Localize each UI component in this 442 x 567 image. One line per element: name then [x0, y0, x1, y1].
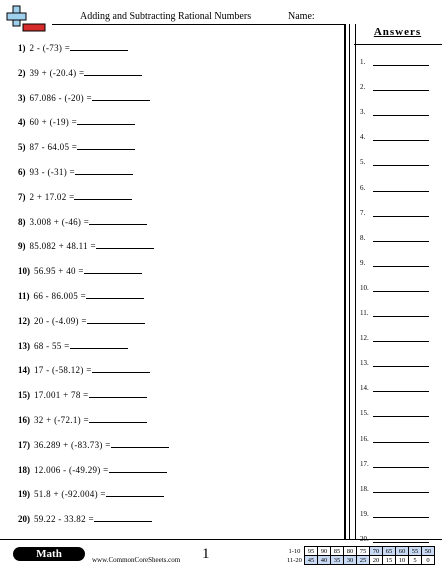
answer-blank[interactable] — [373, 65, 429, 66]
question-item — [18, 389, 147, 400]
question-answer-blank[interactable] — [94, 513, 152, 522]
answer-number: 18. — [360, 484, 369, 493]
worksheet-title: Adding and Subtracting Rational Numbers — [80, 11, 252, 22]
question-item — [18, 42, 128, 53]
question-answer-blank[interactable] — [87, 315, 145, 324]
question-item — [18, 240, 154, 251]
question-number: 10) — [18, 266, 30, 277]
question-number: 11) — [18, 291, 30, 301]
answer-blank[interactable] — [373, 416, 429, 417]
question-expression: 56.95 + 40 = — [34, 266, 84, 277]
score-cell: 85 — [330, 547, 343, 556]
score-cell: 15 — [382, 556, 395, 565]
question-number: 9) — [18, 241, 26, 252]
answer-blank[interactable] — [373, 216, 429, 217]
question-item — [18, 513, 152, 524]
question-expression: 60 + (-19) = — [29, 117, 77, 128]
question-expression: 87 - 64.05 = — [29, 142, 78, 153]
question-number: 8) — [18, 216, 26, 227]
question-number: 18) — [18, 464, 30, 475]
question-expression: 51.8 + (-92.004) = — [34, 489, 106, 500]
question-number: 16) — [18, 415, 30, 425]
question-answer-blank[interactable] — [109, 464, 167, 473]
answers-heading: Answers — [373, 26, 422, 38]
question-expression: 12.006 - (-49.29) = — [34, 464, 109, 475]
answers-rule — [354, 44, 442, 45]
question-expression: 20 - (-4.09) = — [34, 315, 87, 326]
question-item — [18, 116, 135, 127]
question-expression: 67.086 - (-20) = — [29, 92, 92, 103]
question-item — [18, 315, 145, 326]
question-expression: 36.289 + (-83.73) = — [34, 439, 111, 450]
question-number: 14) — [18, 365, 30, 376]
answer-number: 17. — [360, 459, 369, 468]
question-expression: 2 + 17.02 = — [29, 191, 75, 202]
answer-number: 1. — [360, 58, 366, 66]
score-cell: 60 — [395, 547, 408, 556]
score-cell: 80 — [343, 547, 356, 556]
answer-blank[interactable] — [373, 442, 429, 443]
answer-number: 4. — [360, 133, 366, 142]
answer-number: 7. — [360, 208, 366, 217]
score-cell: 55 — [408, 547, 421, 556]
question-answer-blank[interactable] — [74, 191, 132, 200]
answer-blank[interactable] — [373, 341, 429, 342]
site-url: www.CommonCoreSheets.com — [92, 556, 181, 564]
answer-number: 5. — [360, 158, 366, 167]
answer-number: 11. — [360, 309, 369, 317]
question-expression: 32 + (-72.1) = — [34, 415, 89, 425]
score-range-label: 11-20 — [287, 556, 302, 564]
question-expression: 68 - 55 = — [34, 340, 70, 351]
page-number: 1 — [202, 546, 210, 562]
math-badge: Math — [13, 547, 85, 561]
score-cell: 50 — [421, 547, 434, 556]
question-answer-blank[interactable] — [70, 340, 128, 349]
score-cell: 30 — [343, 556, 356, 565]
score-cell: 0 — [421, 556, 434, 565]
question-answer-blank[interactable] — [89, 414, 147, 423]
score-cell: 75 — [356, 547, 369, 556]
answer-number: 14. — [360, 384, 369, 393]
score-cell: 40 — [317, 556, 330, 565]
answer-blank[interactable] — [373, 391, 429, 392]
question-item — [18, 464, 167, 475]
answer-number: 9. — [360, 258, 366, 267]
question-answer-blank[interactable] — [84, 67, 142, 76]
question-number: 19) — [18, 489, 30, 500]
question-item — [18, 340, 128, 351]
question-expression: 93 - (-31) = — [29, 167, 75, 177]
question-item — [18, 488, 164, 499]
score-row — [285, 547, 434, 556]
question-item — [18, 290, 144, 301]
answer-blank[interactable] — [373, 316, 429, 317]
question-number: 5) — [18, 142, 26, 153]
question-item — [18, 439, 169, 450]
question-answer-blank[interactable] — [75, 166, 133, 175]
answer-number: 15. — [360, 409, 369, 418]
answer-number: 6. — [360, 183, 366, 192]
score-cell: 45 — [304, 556, 317, 565]
answer-number: 3. — [360, 108, 366, 117]
answer-blank[interactable] — [373, 115, 429, 116]
question-answer-blank[interactable] — [77, 116, 135, 125]
answer-blank[interactable] — [373, 140, 429, 141]
question-number: 4) — [18, 117, 26, 128]
answer-blank[interactable] — [373, 467, 429, 468]
question-answer-blank[interactable] — [92, 364, 150, 373]
question-number: 1) — [18, 43, 26, 53]
question-item — [18, 414, 147, 425]
header-rule — [52, 24, 344, 25]
score-cell: 90 — [317, 547, 330, 556]
question-answer-blank[interactable] — [89, 216, 147, 225]
answer-number: 16. — [360, 434, 369, 443]
question-answer-blank[interactable] — [70, 42, 128, 51]
answer-number: 19. — [360, 509, 369, 518]
question-answer-blank[interactable] — [92, 92, 150, 101]
question-expression: 85.082 + 48.11 = — [29, 241, 96, 252]
question-item — [18, 92, 150, 103]
name-label: Name: — [288, 11, 315, 22]
question-expression: 17 - (-58.12) = — [34, 365, 92, 376]
question-expression: 17.001 + 78 = — [34, 390, 89, 401]
answer-blank[interactable] — [373, 291, 429, 292]
question-number: 20) — [18, 514, 30, 525]
question-answer-blank[interactable] — [111, 439, 169, 448]
answer-blank[interactable] — [373, 517, 429, 518]
question-number: 6) — [18, 167, 26, 177]
answer-number: 13. — [360, 359, 369, 368]
footer-rule — [0, 539, 442, 540]
question-number: 13) — [18, 340, 30, 351]
answer-blank[interactable] — [373, 90, 429, 91]
question-item — [18, 191, 132, 202]
question-item — [18, 216, 147, 227]
question-expression: 66 - 86.005 = — [33, 291, 86, 301]
question-item — [18, 166, 133, 177]
question-expression: 59.22 - 33.82 = — [34, 514, 94, 525]
question-expression: 3.008 + (-46) = — [29, 216, 90, 227]
answer-blank[interactable] — [373, 542, 429, 543]
question-number: 15) — [18, 390, 30, 401]
question-number: 17) — [18, 439, 30, 450]
question-answer-blank[interactable] — [77, 141, 135, 150]
score-cell: 35 — [330, 556, 343, 565]
score-cell: 20 — [369, 556, 382, 565]
answer-blank[interactable] — [373, 165, 429, 166]
score-cell: 95 — [304, 547, 317, 556]
score-range-label: 1-10 — [288, 547, 301, 555]
score-cell: 65 — [382, 547, 395, 556]
score-cell: 70 — [369, 547, 382, 556]
question-expression: 2 - (-73) = — [29, 43, 71, 53]
question-answer-blank[interactable] — [106, 488, 164, 497]
question-item — [18, 265, 142, 276]
answer-number: 2. — [360, 83, 366, 92]
question-expression: 39 + (-20.4) = — [29, 67, 85, 78]
question-answer-blank[interactable] — [89, 389, 147, 398]
math-operations-logo — [6, 4, 46, 34]
question-number: 12) — [18, 315, 30, 326]
question-answer-blank[interactable] — [84, 265, 142, 274]
question-answer-blank[interactable] — [86, 290, 144, 299]
answer-blank[interactable] — [373, 241, 429, 242]
score-cell: 25 — [356, 556, 369, 565]
score-row — [285, 556, 434, 565]
question-number: 7) — [18, 191, 26, 202]
score-cell: 5 — [408, 556, 421, 565]
answer-blank[interactable] — [373, 191, 429, 192]
question-item — [18, 67, 142, 78]
answer-number: 20. — [360, 534, 369, 543]
score-table — [285, 546, 435, 565]
question-number: 2) — [18, 67, 26, 78]
answer-blank[interactable] — [373, 492, 429, 493]
question-answer-blank[interactable] — [96, 240, 154, 249]
score-cell: 10 — [395, 556, 408, 565]
question-item — [18, 141, 135, 152]
question-number: 3) — [18, 92, 26, 103]
column-divider — [344, 24, 356, 539]
answer-number: 12. — [360, 334, 369, 343]
question-item — [18, 364, 150, 375]
answer-blank[interactable] — [373, 266, 429, 267]
answer-blank[interactable] — [373, 366, 429, 367]
answer-number: 8. — [360, 233, 366, 242]
answer-number: 10. — [360, 283, 369, 292]
